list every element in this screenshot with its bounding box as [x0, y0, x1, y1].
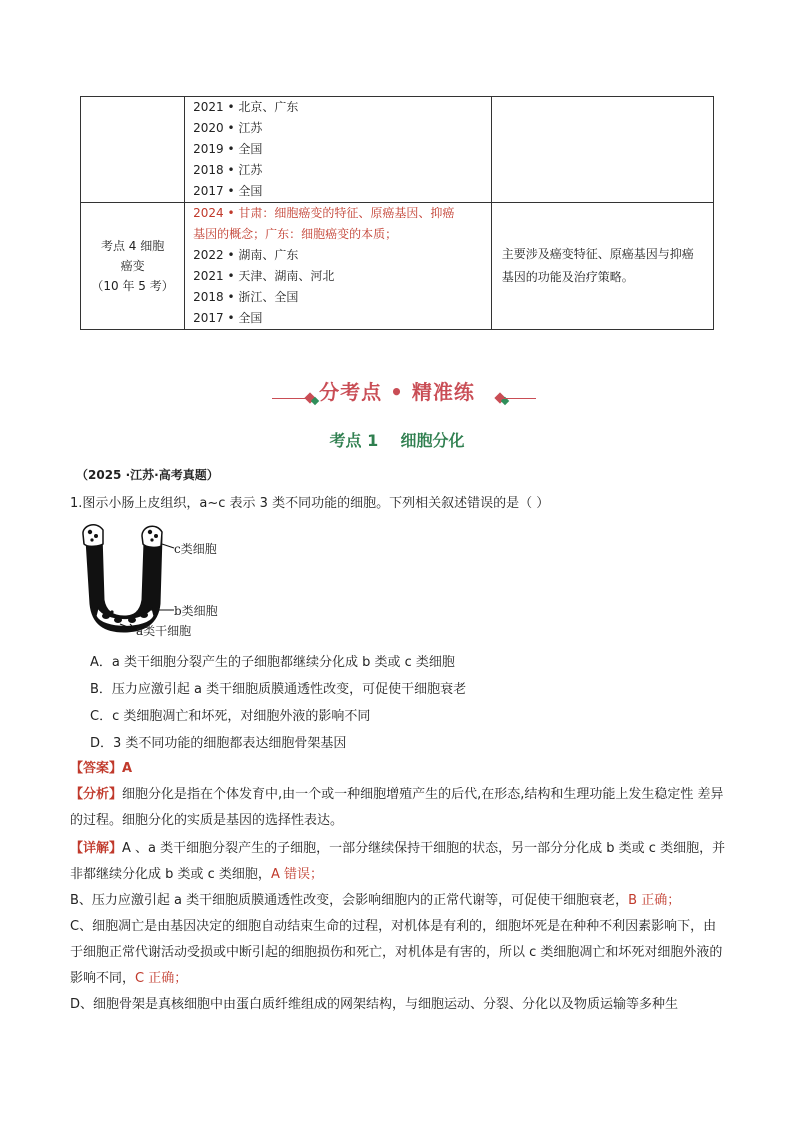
year-line: 2021 • 北京、广东 [193, 100, 299, 114]
detail-d: D、细胞骨架是真核细胞中由蛋白质纤维组成的网架结构，与细胞运动、分裂、分化以及物质运输等多种生 [70, 997, 679, 1012]
detail-c-text: C、细胞凋亡是由基因决定的细胞自动结束生命的过程，对机体是有利的，细胞坏死是在种种不利因素影响下，由于细胞正常代谢活动受损或中断引起的细胞损伤和死亡，对机体是有害的，所以 c 类细胞凋亡和坏死对细胞外液的影响不同， [70, 919, 723, 986]
question-stem: 1.图示小肠上皮组织，a~c 表示 3 类不同功能的细胞。下列相关叙述错误的是（ ） [70, 496, 550, 511]
year-line [193, 203, 485, 224]
year-line: 2018 • 浙江、全国 [193, 290, 299, 304]
year-line: 基因的概念；广东：细胞癌变的本质； [193, 227, 398, 241]
year-line: 2017 • 全国 [193, 184, 263, 198]
table-cell-description [491, 203, 713, 330]
detail-a-result: A 错误； [270, 867, 323, 882]
label-b-cell: b类细胞 [174, 604, 218, 618]
table-row [81, 203, 714, 330]
year-line: 2021 • 天津、湖南、河北 [193, 269, 335, 283]
option-d: D．3 类不同功能的细胞都表达细胞骨架基因 [90, 736, 347, 751]
table-cell-empty [491, 97, 713, 203]
detail-c [70, 914, 726, 992]
analysis-block [70, 782, 726, 834]
section-title [0, 376, 794, 405]
table-cell-topic [81, 203, 185, 330]
year-line: 2018 • 江苏 [193, 163, 263, 177]
detail-a [70, 836, 726, 888]
year-line: 2020 • 江苏 [193, 121, 263, 135]
topic-name: 考点 4 细胞癌变 [100, 239, 165, 273]
topic-description: 主要涉及癌变特征、原癌基因与抑癌基因的功能及治疗策略。 [501, 247, 694, 284]
option-b: B．压力应激引起 a 类干细胞质膜通透性改变，可促使干细胞衰老 [90, 682, 467, 697]
table-row [81, 97, 714, 203]
year-line-text: 细胞癌变的特征、原癌基因、抑癌 [274, 206, 455, 220]
subsection-title: 考点 1 细胞分化 [329, 431, 465, 450]
detail-c-result: C 正确； [135, 971, 188, 986]
answer-tag: 【答案】 [70, 761, 123, 776]
section-title-text: 分考点 • 精准练 [319, 380, 475, 404]
table-cell-empty [81, 97, 185, 203]
year-line: 2019 • 全国 [193, 142, 263, 156]
label-a-cell: a类干细胞 [136, 624, 192, 638]
option-a: A．a 类干细胞分裂产生的子细胞都继续分化成 b 类或 c 类细胞 [90, 655, 455, 670]
analysis-text: 细胞分化是指在个体发育中,由一个或一种细胞增殖产生的后代,在形态,结构和生理功能上发生稳定性 差异的过程。细胞分化的实质是基因的选择性表达。 [70, 787, 724, 828]
detail-b [70, 888, 726, 914]
answer-value: A [122, 761, 133, 776]
analysis-tag: 【分析】 [70, 787, 123, 802]
question-source: （2025 ·江苏·高考真题） [76, 468, 219, 482]
detail-block [70, 836, 726, 1018]
intestine-figure [70, 520, 250, 645]
topic-count: （10 年 5 考） [91, 279, 174, 293]
detail-b-text: B、压力应激引起 a 类干细胞质膜通透性改变，会影响细胞内的正常代谢等，可促使干细胞衰老， [70, 893, 629, 908]
detail-a-text: A 、a 类干细胞分裂产生的子细胞，一部分继续保持干细胞的状态，另一部分分化成 b 类或 c 类细胞，并非都继续分化成 b 类或 c 类细胞， [70, 841, 726, 882]
decor-line-right [498, 398, 536, 399]
table-cell-years [185, 97, 492, 203]
label-c-cell: c类细胞 [174, 542, 217, 556]
table-cell-years [185, 203, 492, 330]
detail-tag: 【详解】 [70, 841, 123, 856]
detail-b-result: B 正确； [628, 893, 681, 908]
year-line: 2022 • 湖南、广东 [193, 248, 299, 262]
exam-table [80, 96, 714, 330]
year-line: 2017 • 全国 [193, 311, 263, 325]
option-c: C．c 类细胞凋亡和坏死，对细胞外液的影响不同 [90, 709, 371, 724]
highlight-text: 2024 • 甘肃： [193, 206, 275, 220]
answer-line [70, 756, 726, 782]
